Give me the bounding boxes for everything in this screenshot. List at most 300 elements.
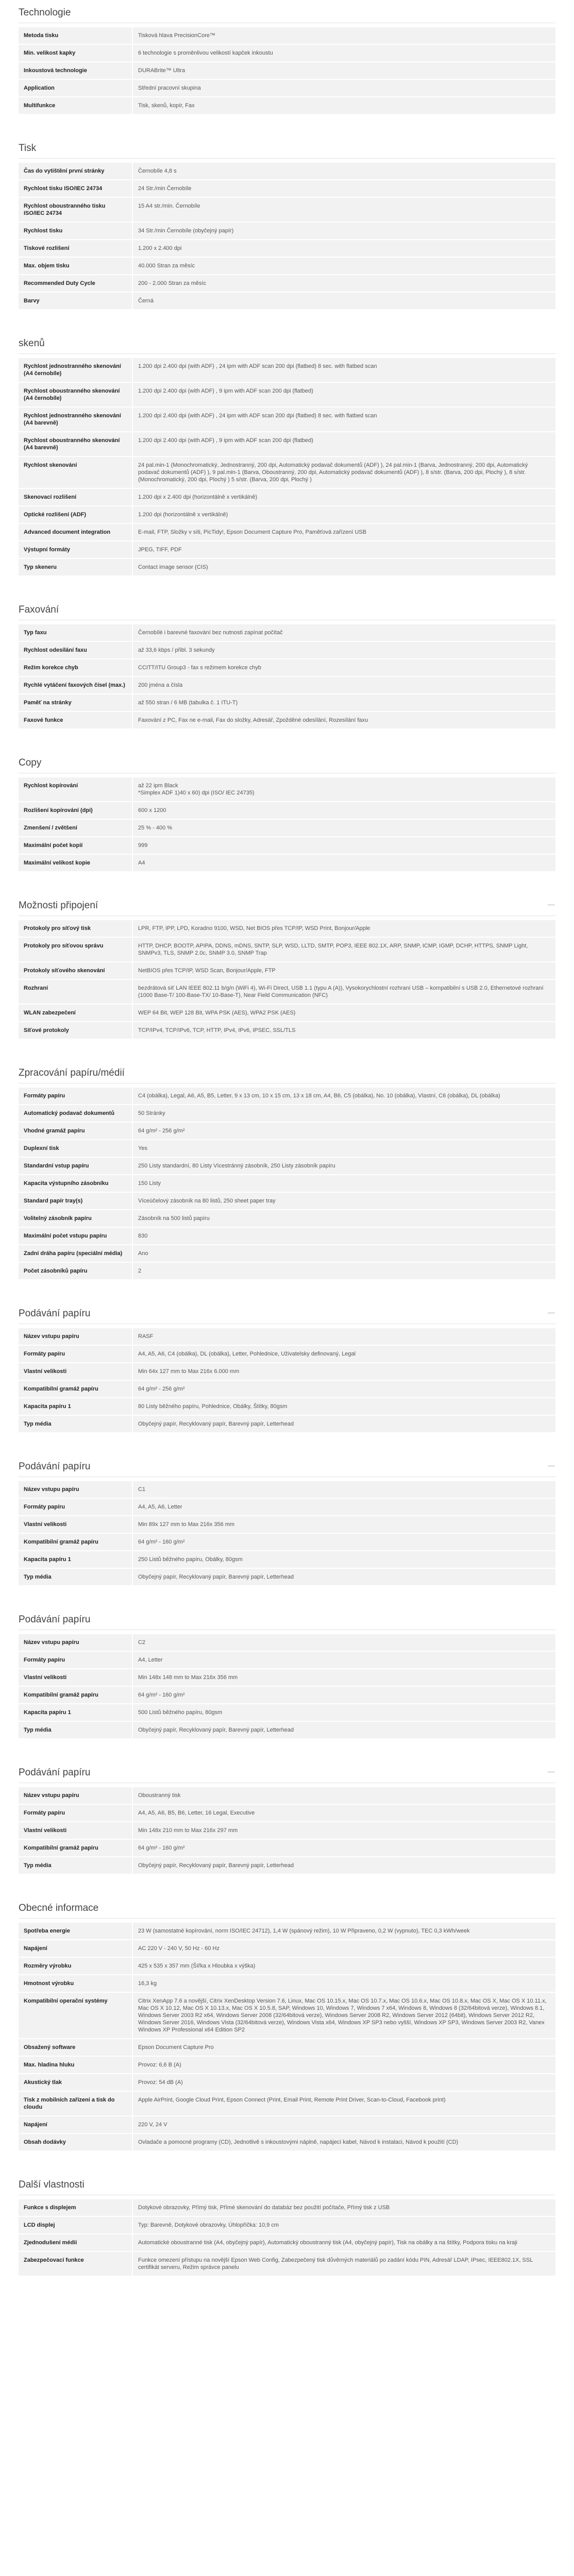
spec-row — [19, 62, 555, 79]
spec-label: Rychlost tisku ISO/IEC 24734 — [19, 180, 133, 197]
spec-section — [0, 1586, 574, 1739]
spec-label: Počet zásobníků papíru — [19, 1263, 133, 1279]
spec-label: Inkoustová technologie — [19, 62, 133, 79]
spec-value: RASF — [133, 1328, 555, 1345]
spec-table — [19, 1786, 555, 1875]
spec-value: Ovladače a pomocné programy (CD), Jednotlivě s inkoustovými náplně, napájecí kabel, Návod k instalaci, Návod k použití (CD) — [133, 2134, 555, 2150]
spec-value: Černá — [133, 293, 555, 309]
spec-row — [19, 383, 555, 406]
section-header — [19, 597, 555, 620]
spec-label: Automatický podavač dokumentů — [19, 1105, 133, 1122]
section-header — [19, 1607, 555, 1630]
spec-value: A4, A5, A6, C4 (obálka), DL (obálka), Letter, Pohlednice, Uživatelsky definovaný, Legal — [133, 1346, 555, 1362]
spec-row — [19, 1569, 555, 1585]
spec-row — [19, 275, 555, 292]
section-divider — [19, 353, 555, 354]
spec-table — [19, 1922, 555, 2151]
spec-row — [19, 2057, 555, 2073]
spec-label: Min. velikost kapky — [19, 45, 133, 61]
spec-label: Kompatibilní gramáž papíru — [19, 1534, 133, 1550]
spec-value: HTTP, DHCP, BOOTP, APIPA, DDNS, mDNS, SNTP, SLP, WSD, LLTD, SMTP, POP3, IEEE 802.1X, ARP, SNMP, ICMP, IGMP, DCHP, HTTPS, SNMP Light, SNMPv3, TLS, SNMP 2.0c, SNMP 3.0, SNMP Trap — [133, 938, 555, 961]
spec-row — [19, 962, 555, 979]
spec-label: Rychlost odesílání faxu — [19, 642, 133, 658]
spec-label: Typ média — [19, 1569, 133, 1585]
spec-value: 600 x 1200 — [133, 802, 555, 819]
spec-label: Volitelný zásobník papíru — [19, 1210, 133, 1227]
section-title: Podávání papíru — [19, 1767, 91, 1778]
spec-value: 1.200 dpi 2.400 dpi (with ADF) , 9 ipm with ADF scan 200 dpi (flatbed) — [133, 383, 555, 406]
spec-value: C2 — [133, 1634, 555, 1651]
spec-row — [19, 45, 555, 61]
spec-row — [19, 1704, 555, 1721]
spec-row — [19, 777, 555, 801]
spec-label: Rychlé vytáčení faxových čísel (max.) — [19, 677, 133, 693]
spec-table — [19, 919, 555, 1040]
spec-row — [19, 1022, 555, 1039]
spec-row — [19, 920, 555, 937]
spec-label: Zabezpečovací funkce — [19, 2252, 133, 2276]
spec-row — [19, 1993, 555, 2038]
spec-row — [19, 1857, 555, 1874]
spec-label: Rychlost kopírování — [19, 777, 133, 801]
spec-label: Metoda tisku — [19, 27, 133, 44]
spec-row — [19, 1245, 555, 1262]
spec-row — [19, 1228, 555, 1244]
spec-row — [19, 198, 555, 222]
spec-section — [0, 115, 574, 310]
spec-label: Standard papír tray(s) — [19, 1193, 133, 1209]
spec-row — [19, 506, 555, 523]
spec-row — [19, 1398, 555, 1415]
spec-row — [19, 1381, 555, 1397]
spec-label: Vlastní velikosti — [19, 1516, 133, 1533]
spec-value: až 22 ipm Black *Simplex ADF 1)40 x 60) dpi (ISO/ IEC 24735) — [133, 777, 555, 801]
spec-row — [19, 2134, 555, 2150]
spec-label: Duplexní tisk — [19, 1140, 133, 1157]
spec-row — [19, 1516, 555, 1533]
spec-value: 1.200 dpi 2.400 dpi (with ADF) , 24 ipm with ADF scan 200 dpi (flatbed) 8 sec. with flatbed scan — [133, 408, 555, 431]
spec-label: Název vstupu papíru — [19, 1634, 133, 1651]
spec-value: 250 Listy standardní, 80 Listy Vícestránný zásobník, 250 Listy zásobník papíru — [133, 1158, 555, 1174]
spec-row — [19, 541, 555, 558]
spec-value: až 33,6 kbps / přibl. 3 sekundy — [133, 642, 555, 658]
section-title: skenů — [19, 338, 45, 349]
spec-value: až 550 stran / 6 MB (tabulka č. 1 ITU-T) — [133, 694, 555, 711]
spec-label: Max. hladina hluku — [19, 2057, 133, 2073]
section-spacer — [0, 1433, 574, 1454]
spec-row — [19, 1123, 555, 1139]
spec-value: 200 - 2.000 Stran za měsíc — [133, 275, 555, 292]
spec-row — [19, 2199, 555, 2216]
spec-label: LCD displej — [19, 2217, 133, 2233]
spec-value: Obyčejný papír, Recyklovaný papír, Barevný papír, Letterhead — [133, 1569, 555, 1585]
section-title: Obecné informace — [19, 1903, 99, 1913]
spec-value: 1.200 dpi x 2.400 dpi (horizontálně x vertikálně) — [133, 489, 555, 505]
section-spacer — [0, 730, 574, 750]
spec-row — [19, 938, 555, 961]
spec-value: WEP 64 Bit, WEP 128 Bit, WPA PSK (AES), WPA2 PSK (AES) — [133, 1005, 555, 1021]
spec-label: WLAN zabezpečení — [19, 1005, 133, 1021]
section-divider — [19, 1918, 555, 1919]
spec-label: Standardní vstup papíru — [19, 1158, 133, 1174]
spec-row — [19, 80, 555, 96]
section-header — [19, 1060, 555, 1083]
spec-label: Zjednodušení médii — [19, 2234, 133, 2251]
spec-row — [19, 1416, 555, 1432]
spec-row — [19, 2234, 555, 2251]
spec-label: Typ skeneru — [19, 559, 133, 575]
section-title: Technologie — [19, 7, 71, 18]
spec-value: Funkce omezení přístupu na novější Epson Web Config, Zabezpečený tisk důvěrných materiálů po zadání kódu PIN, Adresář LDAP, IPsec, IEEE802.1X, SSL certifikát serveru, Režim správce panelu — [133, 2252, 555, 2276]
spec-value: Apple AirPrint, Google Cloud Print, Epson Connect (Print, Email Print, Remote Print Driver, Scan-to-Cloud, Facebook print) — [133, 2092, 555, 2115]
section-header — [19, 331, 555, 353]
spec-row — [19, 1687, 555, 1703]
spec-section — [0, 1433, 574, 1586]
spec-label: Formáty papíru — [19, 1652, 133, 1668]
spec-row — [19, 624, 555, 641]
spec-value: Dotykové obrazovky, Přímý tisk, Přímé skenování do databáz bez použití počítače, Přímý tisk z USB — [133, 2199, 555, 2216]
spec-value: Ano — [133, 1245, 555, 1262]
spec-label: Typ média — [19, 1722, 133, 1738]
spec-table — [19, 1480, 555, 1586]
spec-label: Kompatibilní gramáž papíru — [19, 1840, 133, 1856]
spec-row — [19, 1669, 555, 1686]
spec-label: Vlastní velikosti — [19, 1363, 133, 1380]
spec-value: Obyčejný papír, Recyklovaný papír, Barevný papír, Letterhead — [133, 1857, 555, 1874]
spec-row — [19, 457, 555, 488]
spec-label: Rychlost jednostranného skenování (A4 černobíle) — [19, 358, 133, 382]
spec-value: Contact image sensor (CIS) — [133, 559, 555, 575]
spec-label: Rychlost oboustranného skenování (A4 černobíle) — [19, 383, 133, 406]
spec-row — [19, 1652, 555, 1668]
spec-value: Černobílé i barevné faxování bez nutnosti zapínat počítač — [133, 624, 555, 641]
spec-value: Citrix XenApp 7.6 a novější, Citrix XenDesktop Version 7.6, Linux, Mac OS 10.15.x, Mac OS 10.7.x, Mac OS 10.6.x, Mac OS 10.8.x, Mac OS X, Mac OS X 10.11.x, Mac OS X 10.12, Mac OS X 10.13.x, Mac OS X 10.5.8, SAP, Windows 10, Windows 7, Windows 7 x64, Windows 8, Windows 8 (32/64bitová verze), Windows 8.1, Windows Server 2003 R2 x64, Windows Server 2008 (32/64bitová verze), Windows Server 2008 R2, Windows Server 2012 (64bit), Windows Server 2012 R2, Windows Server 2016, Windows Vista (32/64bitová verze), Windows Vista x64, Windows XP SP3 nebo vyšší, Windows XP SP3, Windows Server 2003 R2, Vanex Windows XP Professional x64 Edition SP2 — [133, 1993, 555, 2038]
spec-value: Provoz: 54 dB (A) — [133, 2074, 555, 2091]
spec-row — [19, 358, 555, 382]
spec-label: Skenovací rozlišení — [19, 489, 133, 505]
spec-value: 500 Listů běžného papíru, 80gsm — [133, 1704, 555, 1721]
spec-value: 25 % - 400 % — [133, 820, 555, 836]
spec-row — [19, 1481, 555, 1498]
section-header — [19, 2172, 555, 2195]
spec-value: Tisková hlava PrecisionCore™ — [133, 27, 555, 44]
spec-value: E-mail, FTP, Složky v síti, PicTidy!, Epson Document Capture Pro, Paměťová zařízení USB — [133, 524, 555, 540]
spec-value: A4, Letter — [133, 1652, 555, 1668]
spec-row — [19, 223, 555, 239]
spec-row — [19, 1363, 555, 1380]
section-header — [19, 1760, 555, 1783]
spec-value: Automatické oboustranné tisk (A4, obyčejný papír), Automatický oboustranný tisk (A4, obyčejný papír), Tisk na obálky a na štítky, Podpora tisku na kraji — [133, 2234, 555, 2251]
spec-table — [19, 1087, 555, 1280]
spec-section — [0, 1040, 574, 1280]
spec-table — [19, 1327, 555, 1433]
spec-row — [19, 1551, 555, 1568]
more-options-icon[interactable]: — — [548, 1308, 555, 1316]
spec-label: Rozhraní — [19, 980, 133, 1004]
spec-value: 50 Stránky — [133, 1105, 555, 1122]
spec-label: Kapacita papíru 1 — [19, 1704, 133, 1721]
spec-row — [19, 837, 555, 854]
spec-value: 15 A4 str./min. Černobíle — [133, 198, 555, 222]
section-spacer — [0, 577, 574, 597]
spec-row — [19, 1499, 555, 1515]
spec-row — [19, 1005, 555, 1021]
spec-label: Rychlost oboustranného skenování (A4 barevně) — [19, 432, 133, 456]
spec-value: Zásobník na 500 listů papíru — [133, 1210, 555, 1227]
spec-label: Recommended Duty Cycle — [19, 275, 133, 292]
spec-label: Faxové funkce — [19, 712, 133, 728]
spec-label: Max. objem tisku — [19, 258, 133, 274]
spec-value: 6 technologie s proměnlivou velikostí kapček inkoustu — [133, 45, 555, 61]
spec-label: Obsažený software — [19, 2039, 133, 2056]
spec-label: Síťové protokoly — [19, 1022, 133, 1039]
spec-value: 23 W (samostatné kopírování, norm ISO/IEC 24712), 1,4 W (spánový režim), 10 W Připraveno, 0,2 W (vypnuto), TEC 0,3 kWh/week — [133, 1923, 555, 1939]
spec-label: Advanced document integration — [19, 524, 133, 540]
spec-section — [0, 730, 574, 872]
spec-section — [0, 1875, 574, 2151]
spec-label: Rozměry výrobku — [19, 1958, 133, 1974]
section-title: Copy — [19, 757, 42, 768]
spec-value: Min 148x 210 mm to Max 216x 297 mm — [133, 1822, 555, 1839]
spec-row — [19, 820, 555, 836]
spec-row — [19, 1193, 555, 1209]
spec-row — [19, 855, 555, 871]
spec-label: Obsah dodávky — [19, 2134, 133, 2150]
spec-row — [19, 1088, 555, 1104]
section-header — [19, 893, 555, 916]
spec-row — [19, 1158, 555, 1174]
spec-value: 250 Listů běžného papíru, Obálky, 80gsm — [133, 1551, 555, 1568]
spec-row — [19, 2074, 555, 2091]
spec-row — [19, 1840, 555, 1856]
spec-value: 64 g/m² - 160 g/m² — [133, 1687, 555, 1703]
spec-value: Oboustranný tisk — [133, 1787, 555, 1804]
spec-value: DURABrite™ Ultra — [133, 62, 555, 79]
section-spacer — [0, 1875, 574, 1895]
spec-value: 150 Listy — [133, 1175, 555, 1192]
spec-value: NetBIOS přes TCP/IP, WSD Scan, Bonjour/Apple, FTP — [133, 962, 555, 979]
spec-label: Typ média — [19, 1857, 133, 1874]
spec-label: Vlastní velikosti — [19, 1822, 133, 1839]
spec-row — [19, 712, 555, 728]
spec-label: Tiskové rozlišení — [19, 240, 133, 257]
section-spacer — [0, 310, 574, 331]
spec-value: 425 x 535 x 357 mm (Šířka x Hloubka x výška) — [133, 1958, 555, 1974]
spec-label: Rychlost skenování — [19, 457, 133, 488]
spec-table — [19, 776, 555, 872]
spec-row — [19, 27, 555, 44]
spec-section — [0, 0, 574, 115]
spec-value: Yes — [133, 1140, 555, 1157]
spec-row — [19, 2092, 555, 2115]
spec-row — [19, 1805, 555, 1821]
spec-label: Napájení — [19, 2116, 133, 2133]
spec-row — [19, 1346, 555, 1362]
spec-label: Rozlišení kopírování (dpi) — [19, 802, 133, 819]
spec-value: 1.200 dpi 2.400 dpi (with ADF) , 9 ipm with ADF scan 200 dpi (flatbed) — [133, 432, 555, 456]
spec-label: Rychlost oboustranného tisku ISO/IEC 24734 — [19, 198, 133, 222]
spec-label: Maximální počet vstupu papíru — [19, 1228, 133, 1244]
spec-label: Čas do vytištění první stránky — [19, 163, 133, 179]
spec-label: Akustický tlak — [19, 2074, 133, 2091]
spec-value: 80 Listy běžného papíru, Pohlednice, Obálky, Štítky, 80gsm — [133, 1398, 555, 1415]
spec-value: 1.200 dpi 2.400 dpi (with ADF) , 24 ipm with ADF scan 200 dpi (flatbed) 8 sec. with flatbed scan — [133, 358, 555, 382]
spec-label: Formáty papíru — [19, 1499, 133, 1515]
spec-row — [19, 659, 555, 676]
spec-value: C1 — [133, 1481, 555, 1498]
more-options-icon[interactable]: — — [548, 900, 555, 908]
spec-row — [19, 1923, 555, 1939]
spec-row — [19, 1263, 555, 1279]
more-options-icon[interactable]: — — [548, 1767, 555, 1775]
spec-label: Kapacita papíru 1 — [19, 1551, 133, 1568]
spec-value: Černobíle 4,8 s — [133, 163, 555, 179]
spec-value: AC 220 V - 240 V, 50 Hz - 60 Hz — [133, 1940, 555, 1957]
spec-value: 16,3 kg — [133, 1975, 555, 1992]
spec-table — [19, 357, 555, 577]
spec-label: Formáty papíru — [19, 1088, 133, 1104]
spec-value: Provoz: 6,6 B (A) — [133, 2057, 555, 2073]
section-divider — [19, 158, 555, 159]
spec-row — [19, 1822, 555, 1839]
spec-row — [19, 1105, 555, 1122]
spec-section — [0, 1280, 574, 1433]
section-header — [19, 750, 555, 773]
section-title: Další vlastnosti — [19, 2179, 85, 2190]
spec-section — [0, 1739, 574, 1875]
spec-label: Barvy — [19, 293, 133, 309]
spec-label: Formáty papíru — [19, 1805, 133, 1821]
spec-label: Výstupní formáty — [19, 541, 133, 558]
spec-row — [19, 980, 555, 1004]
spec-row — [19, 2039, 555, 2056]
section-header — [19, 135, 555, 158]
spec-label: Název vstupu papíru — [19, 1328, 133, 1345]
spec-label: Paměť na stránky — [19, 694, 133, 711]
spec-table — [19, 1633, 555, 1739]
spec-label: Rychlost tisku — [19, 223, 133, 239]
spec-value: 40.000 Stran za měsíc — [133, 258, 555, 274]
spec-row — [19, 1140, 555, 1157]
spec-label: Název vstupu papíru — [19, 1787, 133, 1804]
section-spacer — [0, 115, 574, 135]
spec-label: Formáty papíru — [19, 1346, 133, 1362]
spec-row — [19, 1940, 555, 1957]
spec-label: Tisk z mobilních zařízení a tisk do cloudu — [19, 2092, 133, 2115]
spec-label: Protokoly pro síťovou správu — [19, 938, 133, 961]
spec-value: Typ: Barevně, Dotykové obrazovky, Úhlopříčka: 10,9 cm — [133, 2217, 555, 2233]
spec-row — [19, 489, 555, 505]
spec-label: Vlastní velikosti — [19, 1669, 133, 1686]
spec-value: Epson Document Capture Pro — [133, 2039, 555, 2056]
section-header — [19, 1301, 555, 1324]
spec-row — [19, 240, 555, 257]
spec-row — [19, 2116, 555, 2133]
section-title: Podávání papíru — [19, 1461, 91, 1472]
spec-value: 1.200 dpi (horizontálně x vertikálně) — [133, 506, 555, 523]
spec-row — [19, 1328, 555, 1345]
spec-label: Maximální počet kopií — [19, 837, 133, 854]
spec-value: Tisk, skenů, kopír, Fax — [133, 97, 555, 114]
spec-label: Kompatibilní gramáž papíru — [19, 1687, 133, 1703]
spec-label: Kompatibilní operační systémy — [19, 1993, 133, 2038]
spec-label: Protokoly pro síťový tisk — [19, 920, 133, 937]
section-spacer — [0, 1040, 574, 1060]
spec-label: Hmotnost výrobku — [19, 1975, 133, 1992]
spec-value: LPR, FTP, IPP, LPD, Koradno 9100, WSD, Net BIOS přes TCP/IP, WSD Print, Bonjour/Apple — [133, 920, 555, 937]
spec-value: 64 g/m² - 160 g/m² — [133, 1534, 555, 1550]
spec-label: Protokoly síťového skenování — [19, 962, 133, 979]
spec-section — [0, 577, 574, 730]
spec-label: Multifunkce — [19, 97, 133, 114]
spec-value: C4 (obálka), Legal, A6, A5, B5, Letter, 9 x 13 cm, 10 x 15 cm, 13 x 18 cm, A4, B6, C5 (obálka), No. 10 (obálka), Vlastní, C6 (obálka), DL (obálka) — [133, 1088, 555, 1104]
spec-value: 830 — [133, 1228, 555, 1244]
spec-row — [19, 180, 555, 197]
more-options-icon[interactable]: — — [548, 1461, 555, 1469]
spec-table — [19, 162, 555, 310]
spec-row — [19, 642, 555, 658]
spec-label: Napájení — [19, 1940, 133, 1957]
spec-row — [19, 1975, 555, 1992]
spec-row — [19, 2217, 555, 2233]
spec-value: 999 — [133, 837, 555, 854]
spec-row — [19, 408, 555, 431]
spec-label: Kapacita výstupního zásobníku — [19, 1175, 133, 1192]
spec-label: Optické rozlišení (ADF) — [19, 506, 133, 523]
spec-label: Zadní dráha papíru (speciální média) — [19, 1245, 133, 1262]
spec-value: 64 g/m² - 256 g/m² — [133, 1123, 555, 1139]
section-spacer — [0, 2151, 574, 2172]
spec-value: 2 — [133, 1263, 555, 1279]
spec-value: Faxování z PC, Fax ne e-mail, Fax do složky, Adresář, Zpožděné odesílání, Rozesílání faxu — [133, 712, 555, 728]
spec-value: 64 g/m² - 160 g/m² — [133, 1840, 555, 1856]
spec-label: Spotřeba energie — [19, 1923, 133, 1939]
spec-row — [19, 1534, 555, 1550]
spec-label: Název vstupu papíru — [19, 1481, 133, 1498]
spec-label: Kompatibilní gramáž papíru — [19, 1381, 133, 1397]
spec-label: Režim korekce chyb — [19, 659, 133, 676]
spec-value: A4, A5, A6, Letter — [133, 1499, 555, 1515]
spec-label: Zmenšení / zvětšení — [19, 820, 133, 836]
spec-value: CCITT/ITU Group3 - fax s režimem korekce chyb — [133, 659, 555, 676]
spec-value: Min 148x 148 mm to Max 216x 356 mm — [133, 1669, 555, 1686]
section-title: Podávání papíru — [19, 1614, 91, 1625]
spec-value: 24 pal.min-1 (Monochromatický, Jednostranný, 200 dpi, Automatický podavač dokumentů (ADF) ), 24 pal.min-1 (Barva, Jednostranný, 200 dpi, Automatický podavač dokumentů (ADF) ), 9 pal.min-1 (Barva, Oboustranný, 200 dpi, Automatický podavač dokumentů (ADF) ), 8 s/str. (Barva, 200 dpi, Plochý ), 8 s/str. (Monochromatický, 200 dpi, Plochý ) 5 s/str. (Barva, 200 dpi, Plochý ) — [133, 457, 555, 488]
spec-row — [19, 1722, 555, 1738]
section-header — [19, 0, 555, 23]
spec-table — [19, 26, 555, 115]
section-title: Možnosti připojení — [19, 900, 98, 911]
section-spacer — [0, 1739, 574, 1760]
spec-row — [19, 258, 555, 274]
spec-label: Funkce s displejem — [19, 2199, 133, 2216]
section-title: Zpracování papíru/médií — [19, 1067, 125, 1078]
section-header — [19, 1454, 555, 1477]
spec-label: Rychlost jednostranného skenování (A4 barevně) — [19, 408, 133, 431]
section-title: Tisk — [19, 143, 37, 154]
spec-row — [19, 694, 555, 711]
spec-row — [19, 293, 555, 309]
spec-value: 1.200 x 2.400 dpi — [133, 240, 555, 257]
spec-value: 200 jména a čísla — [133, 677, 555, 693]
spec-value: 24 Str./min Černobíle — [133, 180, 555, 197]
spec-row — [19, 1634, 555, 1651]
spec-value: 220 V, 24 V — [133, 2116, 555, 2133]
spec-label: Vhodné gramáž papíru — [19, 1123, 133, 1139]
spec-row — [19, 163, 555, 179]
spec-section — [0, 310, 574, 577]
spec-label: Application — [19, 80, 133, 96]
